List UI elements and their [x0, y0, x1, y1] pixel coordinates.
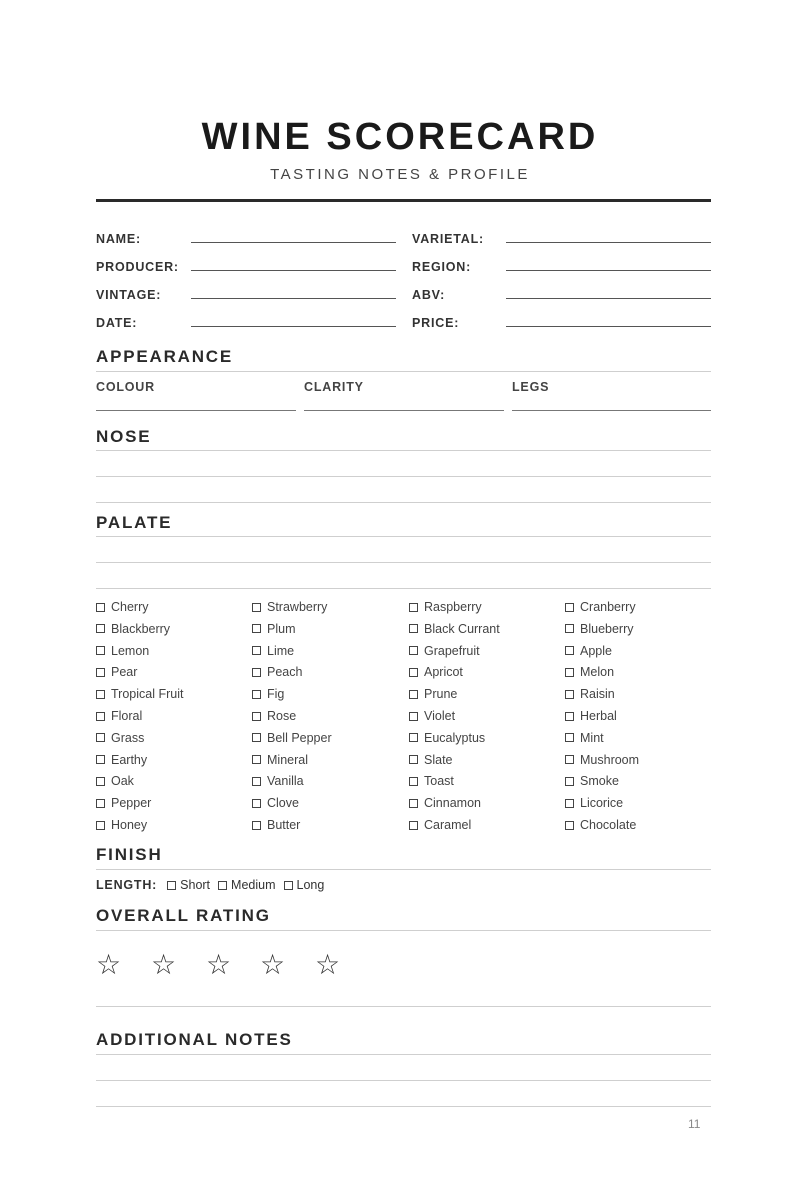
aroma-label: Butter	[267, 818, 301, 832]
aroma-label: Clove	[267, 796, 299, 811]
appearance-colour-label: COLOUR	[96, 380, 155, 394]
section-finish-title: FINISH	[96, 845, 163, 864]
aroma-label: Pepper	[111, 796, 152, 811]
section-nose-title: NOSE	[96, 427, 152, 446]
checkbox-icon[interactable]	[96, 799, 105, 808]
aroma-option[interactable]	[409, 773, 454, 789]
aroma-option[interactable]	[252, 643, 294, 659]
star-icon[interactable]: ☆	[260, 948, 286, 981]
star-icon[interactable]: ☆	[315, 948, 341, 981]
aroma-label: Eucalyptus	[424, 730, 486, 745]
aroma-label: Chocolate	[580, 818, 637, 832]
field-producer-line[interactable]	[191, 270, 396, 271]
aroma-option[interactable]	[252, 708, 296, 724]
aroma-label: Mushroom	[580, 752, 640, 767]
aroma-label: Prune	[424, 687, 458, 702]
nose-line-3[interactable]	[96, 502, 711, 503]
aroma-option[interactable]	[565, 664, 614, 680]
aroma-option[interactable]	[565, 643, 612, 659]
checkbox-icon[interactable]	[565, 603, 574, 612]
checkbox-icon[interactable]	[252, 646, 261, 655]
aroma-option[interactable]	[252, 730, 332, 746]
section-notes-title: ADDITIONAL NOTES	[96, 1030, 293, 1049]
rating-bottom-divider	[96, 1006, 711, 1007]
aroma-option[interactable]	[96, 817, 147, 833]
aroma-label: Slate	[424, 752, 453, 767]
aroma-option[interactable]	[565, 686, 615, 702]
appearance-legs-label: LEGS	[512, 380, 550, 394]
aroma-label: Tropical Fruit	[111, 687, 184, 702]
page-title: WINE SCORECARD	[201, 116, 599, 158]
checkbox-icon[interactable]	[96, 821, 105, 830]
aroma-option[interactable]	[96, 730, 144, 746]
aroma-option[interactable]	[252, 686, 284, 702]
aroma-option[interactable]	[409, 599, 482, 615]
field-vintage-line[interactable]	[191, 298, 396, 299]
checkbox-icon[interactable]	[565, 733, 574, 742]
aroma-option[interactable]	[409, 686, 457, 702]
checkbox-icon[interactable]	[252, 777, 261, 786]
aroma-option[interactable]	[409, 708, 455, 724]
aroma-label: Black Currant	[424, 621, 500, 636]
aroma-option[interactable]	[252, 621, 295, 637]
aroma-label: Mineral	[267, 752, 308, 767]
checkbox-icon[interactable]	[167, 881, 176, 890]
aroma-option[interactable]	[409, 752, 453, 768]
aroma-option[interactable]	[565, 752, 639, 768]
aroma-option[interactable]	[96, 599, 149, 615]
checkbox-icon[interactable]	[252, 755, 261, 764]
aroma-option[interactable]	[565, 708, 617, 724]
checkbox-icon[interactable]	[565, 799, 574, 808]
field-date-label: DATE:	[96, 316, 138, 330]
aroma-option[interactable]	[409, 643, 480, 659]
field-varietal-label: VARIETAL:	[412, 232, 485, 246]
finish-option-long[interactable]	[284, 878, 325, 892]
checkbox-icon[interactable]	[252, 821, 261, 830]
aroma-option[interactable]	[96, 643, 149, 659]
finish-option-label: Short	[180, 878, 211, 892]
aroma-option[interactable]	[252, 664, 302, 680]
aroma-label: Fig	[267, 687, 285, 702]
checkbox-icon[interactable]	[409, 624, 418, 633]
checkbox-icon[interactable]	[252, 603, 261, 612]
finish-option-medium[interactable]	[218, 878, 275, 892]
aroma-label: Cherry	[111, 600, 149, 614]
field-price-line[interactable]	[506, 326, 711, 327]
checkbox-icon[interactable]	[96, 646, 105, 655]
checkbox-icon[interactable]	[96, 624, 105, 633]
aroma-option[interactable]	[409, 664, 463, 680]
aroma-label: Earthy	[111, 752, 148, 767]
aroma-option[interactable]	[565, 621, 634, 637]
checkbox-icon[interactable]	[409, 799, 418, 808]
page-number: 11	[688, 1117, 701, 1131]
aroma-label: Licorice	[580, 796, 624, 811]
aroma-label: Caramel	[424, 818, 472, 832]
aroma-label: Apricot	[424, 665, 463, 680]
aroma-label: Cinnamon	[424, 796, 481, 811]
checkbox-icon[interactable]	[96, 603, 105, 612]
finish-length-label: LENGTH:	[96, 878, 158, 892]
aroma-option[interactable]	[252, 795, 299, 811]
aroma-label: Grapefruit	[424, 643, 480, 658]
aroma-label: Rose	[267, 709, 297, 723]
checkbox-icon[interactable]	[409, 712, 418, 721]
field-abv-label: ABV:	[412, 288, 446, 302]
aroma-label: Raspberry	[424, 600, 482, 614]
aroma-option[interactable]	[96, 664, 137, 680]
checkbox-icon[interactable]	[409, 646, 418, 655]
checkbox-icon[interactable]	[565, 690, 574, 699]
nose-line-2[interactable]	[96, 476, 711, 477]
aroma-option[interactable]	[565, 817, 636, 833]
checkbox-icon[interactable]	[96, 777, 105, 786]
aroma-label: Bell Pepper	[267, 730, 332, 745]
checkbox-icon[interactable]	[252, 690, 261, 699]
aroma-label: Mint	[580, 730, 604, 745]
field-abv-line[interactable]	[506, 298, 711, 299]
aroma-option[interactable]	[409, 795, 481, 811]
checkbox-icon[interactable]	[409, 755, 418, 764]
aroma-option[interactable]	[96, 686, 183, 702]
aroma-option[interactable]	[252, 817, 300, 833]
field-region-line[interactable]	[506, 270, 711, 271]
aroma-option[interactable]	[252, 752, 308, 768]
checkbox-icon[interactable]	[565, 668, 574, 677]
aroma-label: Strawberry	[267, 600, 328, 614]
aroma-option[interactable]	[409, 817, 471, 833]
checkbox-icon[interactable]	[565, 755, 574, 764]
aroma-option[interactable]	[96, 752, 147, 768]
notes-line-3[interactable]	[96, 1106, 711, 1107]
aroma-option[interactable]	[252, 599, 327, 615]
checkbox-icon[interactable]	[218, 881, 227, 890]
aroma-label: Plum	[267, 621, 296, 636]
checkbox-icon[interactable]	[409, 733, 418, 742]
checkbox-icon[interactable]	[284, 881, 293, 890]
checkbox-icon[interactable]	[96, 690, 105, 699]
aroma-label: Floral	[111, 709, 143, 723]
aroma-label: Honey	[111, 818, 148, 832]
aroma-label: Vanilla	[267, 774, 304, 789]
checkbox-icon[interactable]	[252, 733, 261, 742]
aroma-label: Violet	[424, 709, 456, 723]
aroma-label: Blackberry	[111, 621, 171, 636]
field-name-line[interactable]	[191, 242, 396, 243]
aroma-label: Melon	[580, 665, 615, 680]
aroma-label: Cranberry	[580, 600, 636, 614]
field-name-label: NAME:	[96, 232, 141, 246]
aroma-label: Smoke	[580, 774, 619, 789]
checkbox-icon[interactable]	[409, 690, 418, 699]
checkbox-icon[interactable]	[96, 755, 105, 764]
appearance-clarity-line[interactable]	[304, 410, 504, 411]
aroma-label: Grass	[111, 730, 145, 745]
star-icon[interactable]: ☆	[96, 948, 122, 981]
aroma-label: Peach	[267, 665, 303, 680]
checkbox-icon[interactable]	[565, 646, 574, 655]
checkbox-icon[interactable]	[96, 733, 105, 742]
finish-divider	[96, 869, 711, 870]
appearance-legs-line[interactable]	[512, 410, 711, 411]
aroma-label: Lemon	[111, 643, 150, 658]
checkbox-icon[interactable]	[565, 777, 574, 786]
aroma-label: Blueberry	[580, 621, 634, 636]
checkbox-icon[interactable]	[565, 821, 574, 830]
aroma-label: Pear	[111, 665, 138, 680]
star-icon[interactable]: ☆	[151, 948, 177, 981]
checkbox-icon[interactable]	[409, 603, 418, 612]
finish-length-row	[96, 877, 332, 893]
field-vintage-label: VINTAGE:	[96, 288, 162, 302]
checkbox-icon[interactable]	[252, 668, 261, 677]
aroma-option[interactable]	[565, 599, 636, 615]
checkbox-icon[interactable]	[565, 712, 574, 721]
field-producer-label: PRODUCER:	[96, 260, 179, 274]
appearance-colour-line[interactable]	[96, 410, 296, 411]
checkbox-icon[interactable]	[252, 624, 261, 633]
rating-divider	[96, 930, 711, 931]
checkbox-icon[interactable]	[96, 668, 105, 677]
checkbox-icon[interactable]	[409, 668, 418, 677]
field-date-line[interactable]	[191, 326, 396, 327]
page-subtitle: TASTING NOTES & PROFILE	[270, 166, 530, 183]
aroma-option[interactable]	[96, 621, 170, 637]
aroma-option[interactable]	[565, 795, 623, 811]
checkbox-icon[interactable]	[409, 821, 418, 830]
palate-line-2[interactable]	[96, 562, 711, 563]
notes-line-1[interactable]	[96, 1054, 711, 1055]
field-region-label: REGION:	[412, 260, 472, 274]
aroma-label: Lime	[267, 643, 295, 658]
finish-option-short[interactable]	[167, 878, 210, 892]
aroma-option[interactable]	[565, 773, 619, 789]
section-appearance-title: APPEARANCE	[96, 347, 234, 366]
title-divider	[96, 199, 711, 202]
checkbox-icon[interactable]	[565, 624, 574, 633]
star-icon[interactable]: ☆	[206, 948, 232, 981]
aroma-option[interactable]	[96, 795, 151, 811]
aroma-label: Apple	[580, 643, 612, 658]
field-varietal-line[interactable]	[506, 242, 711, 243]
section-rating-title: OVERALL RATING	[96, 906, 271, 925]
finish-option-label: Long	[296, 878, 325, 892]
aroma-option[interactable]	[565, 730, 604, 746]
checkbox-icon[interactable]	[96, 712, 105, 721]
aroma-label: Toast	[424, 774, 454, 789]
section-palate-title: PALATE	[96, 513, 173, 532]
finish-option-label: Medium	[231, 878, 276, 892]
aroma-option[interactable]	[96, 773, 134, 789]
aroma-label: Oak	[111, 774, 134, 789]
checkbox-icon[interactable]	[252, 799, 261, 808]
notes-line-2[interactable]	[96, 1080, 711, 1081]
aroma-label: Herbal	[580, 709, 617, 723]
aroma-option[interactable]	[409, 621, 500, 637]
checkbox-icon[interactable]	[252, 712, 261, 721]
nose-line-1[interactable]	[96, 450, 711, 451]
aroma-label: Raisin	[580, 687, 615, 702]
palate-line-1[interactable]	[96, 536, 711, 537]
checkbox-icon[interactable]	[409, 777, 418, 786]
aroma-option[interactable]	[252, 773, 304, 789]
aroma-option[interactable]	[409, 730, 485, 746]
aroma-option[interactable]	[96, 708, 142, 724]
field-price-label: PRICE:	[412, 316, 460, 330]
palate-line-3[interactable]	[96, 588, 711, 589]
appearance-clarity-label: CLARITY	[304, 380, 364, 394]
appearance-divider	[96, 371, 711, 372]
